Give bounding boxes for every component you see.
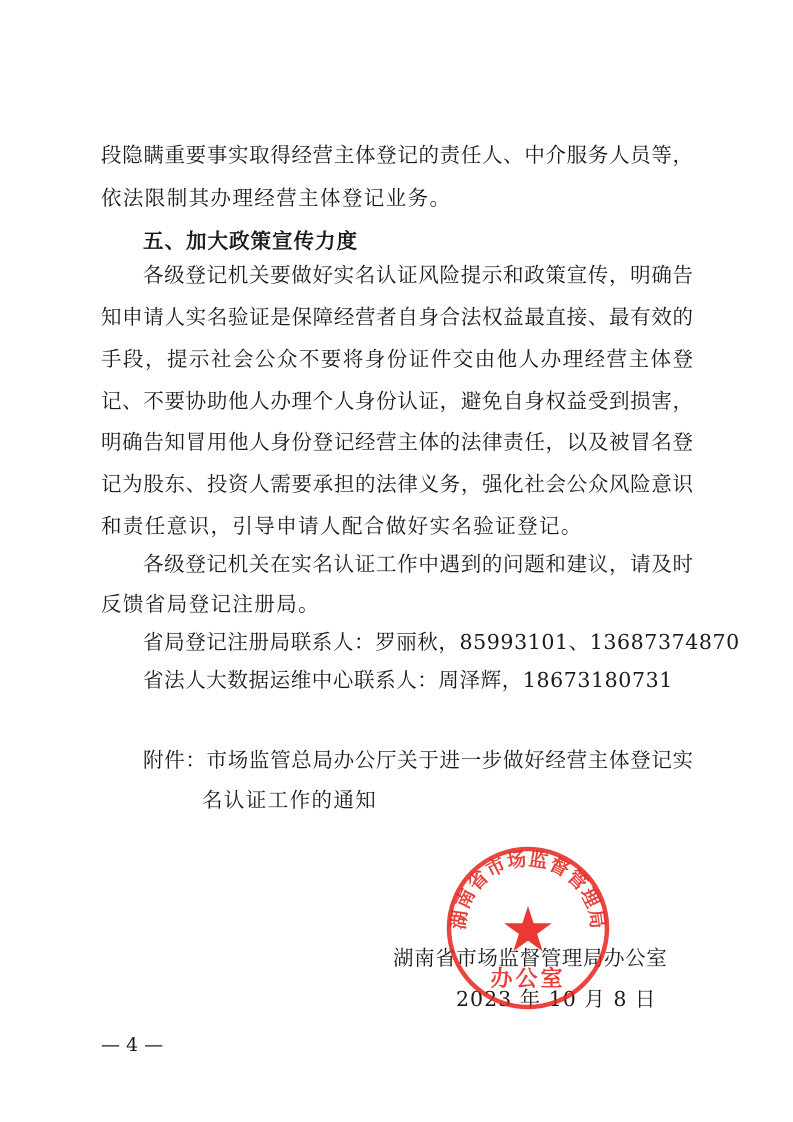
paragraph-line: 各级登记机关要做好实名认证风险提示和政策宣传，明确告	[143, 263, 693, 287]
paragraph-line: 记、不要协助他人办理个人身份认证，避免自身权益受到损害，	[101, 389, 693, 413]
section-heading: 五、加大政策宣传力度	[143, 229, 358, 253]
paragraph-line: 记为股东、投资人需要承担的法律义务，强化社会公众风险意识	[101, 472, 693, 496]
svg-text:湖南省市场监督管理局: 湖南省市场监督管理局	[447, 848, 609, 931]
paragraph-line: 反馈省局登记注册局。	[101, 592, 320, 616]
signature-org: 湖南省市场监督管理局办公室	[393, 946, 668, 970]
contact-line: 省局登记注册局联系人：罗丽秋，85993101、13687374870	[143, 630, 740, 654]
paragraph-line: 手段，提示社会公众不要将身份证件交由他人办理经营主体登	[101, 347, 693, 371]
svg-text:办公室: 办公室	[490, 967, 566, 992]
contact-line: 省法人大数据运维中心联系人：周泽辉，18673180731	[143, 668, 673, 692]
page-number: — 4 —	[101, 1034, 164, 1056]
paragraph-line: 段隐瞒重要事实取得经营主体登记的责任人、中介服务人员等，	[101, 143, 693, 167]
signature-date: 2023 年 10 月 8 日	[456, 987, 657, 1011]
paragraph-line: 和责任意识，引导申请人配合做好实名验证登记。	[101, 514, 583, 538]
paragraph-line: 明确告知冒用他人身份登记经营主体的法律责任，以及被冒名登	[101, 430, 693, 454]
attachment-line: 附件：市场监管总局办公厅关于进一步做好经营主体登记实	[143, 748, 693, 772]
paragraph-line: 知申请人实名验证是保障经营者自身合法权益最直接、最有效的	[101, 305, 693, 329]
official-seal-stamp	[446, 846, 610, 1010]
paragraph-line: 依法限制其办理经营主体登记业务。	[101, 186, 452, 210]
paragraph-line: 各级登记机关在实名认证工作中遇到的问题和建议，请及时	[143, 552, 693, 576]
attachment-line: 名认证工作的通知	[202, 788, 378, 812]
